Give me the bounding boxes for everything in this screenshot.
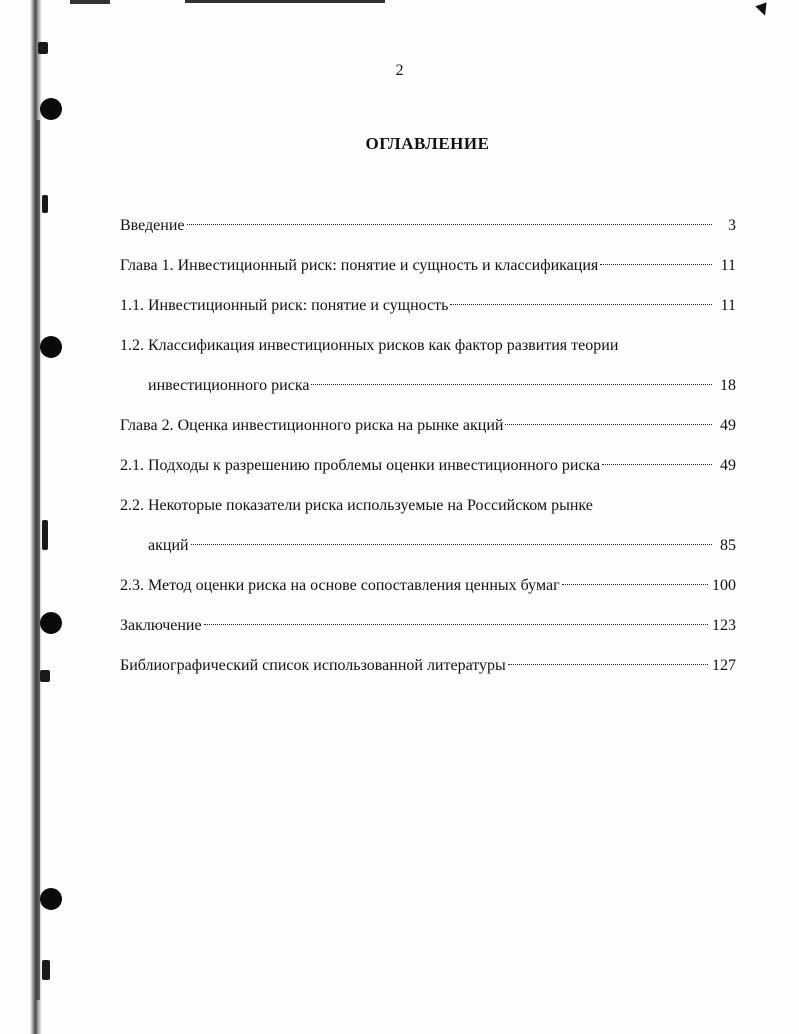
toc-entry-text: 1.1. Инвестиционный риск: понятие и сущность <box>120 297 449 314</box>
toc-title: ОГЛАВЛЕНИЕ <box>365 134 490 153</box>
binding-edge-line <box>36 120 40 1000</box>
punch-hole <box>40 98 62 120</box>
toc-entry[interactable] <box>120 292 736 332</box>
toc-entry-text: 2.1. Подходы к разрешению проблемы оценки инвестиционного риска <box>120 457 601 474</box>
toc-entry-text: Заключение <box>120 617 202 634</box>
toc-dot-leader <box>602 464 712 465</box>
table-of-contents <box>120 212 736 692</box>
toc-entry-text: 2.2. Некоторые показатели риска используемые на Российском рынке <box>120 497 593 514</box>
punch-hole <box>40 612 62 634</box>
toc-entry-continuation[interactable] <box>120 532 736 572</box>
scan-corner-mark <box>755 2 770 17</box>
toc-entry-text: Глава 2. Оценка инвестиционного риска на рынке акций <box>120 417 504 434</box>
toc-entry-page: 18 <box>720 377 736 394</box>
toc-dot-leader <box>187 224 713 225</box>
toc-entry-page: 85 <box>720 537 736 554</box>
toc-entry-page: 49 <box>720 457 736 474</box>
punch-hole <box>40 336 62 358</box>
toc-dot-leader <box>508 664 708 665</box>
toc-entry-text: Библиографический список использованной литературы <box>120 657 506 674</box>
toc-entry[interactable] <box>120 492 736 532</box>
page-number: 2 <box>395 62 404 79</box>
scan-top-strip <box>70 0 110 4</box>
toc-entry-continuation[interactable] <box>120 372 736 412</box>
toc-entry[interactable] <box>120 452 736 492</box>
toc-entry-page: 3 <box>728 217 736 234</box>
toc-entry-page: 49 <box>720 417 736 434</box>
toc-dot-leader <box>450 304 712 305</box>
toc-entry-page: 11 <box>720 257 736 274</box>
toc-dot-leader <box>191 544 712 545</box>
toc-entry[interactable] <box>120 652 736 692</box>
toc-entry-text: Введение <box>120 217 185 234</box>
punch-hole <box>40 888 62 910</box>
scan-speck <box>38 42 48 54</box>
toc-entry-page: 123 <box>712 617 736 634</box>
toc-entry-page: 100 <box>712 577 736 594</box>
toc-entry-continuation-text: акций <box>148 537 189 554</box>
scan-top-strip <box>185 0 385 3</box>
toc-entry-text: Глава 1. Инвестиционный риск: понятие и сущность и классификация <box>120 257 599 274</box>
toc-entry[interactable] <box>120 212 736 252</box>
toc-entry[interactable] <box>120 412 736 452</box>
toc-dot-leader <box>204 624 708 625</box>
toc-entry-text: 2.3. Метод оценки риска на основе сопоставления ценных бумаг <box>120 577 560 594</box>
toc-entry-continuation-text: инвестиционного риска <box>148 377 310 394</box>
scan-speck <box>40 670 50 682</box>
toc-entry-page: 11 <box>720 297 736 314</box>
toc-dot-leader <box>505 424 712 425</box>
toc-entry[interactable] <box>120 612 736 652</box>
toc-entry-text: 1.2. Классификация инвестиционных рисков как фактор развития теории <box>120 337 619 354</box>
toc-entry[interactable] <box>120 252 736 292</box>
toc-entry[interactable] <box>120 572 736 612</box>
scan-speck <box>42 195 48 213</box>
scan-speck <box>42 960 50 980</box>
toc-entry[interactable] <box>120 332 736 372</box>
toc-dot-leader <box>311 384 712 385</box>
toc-dot-leader <box>600 264 712 265</box>
toc-entry-page: 127 <box>712 657 736 674</box>
toc-dot-leader <box>562 584 708 585</box>
scan-speck <box>42 520 48 550</box>
